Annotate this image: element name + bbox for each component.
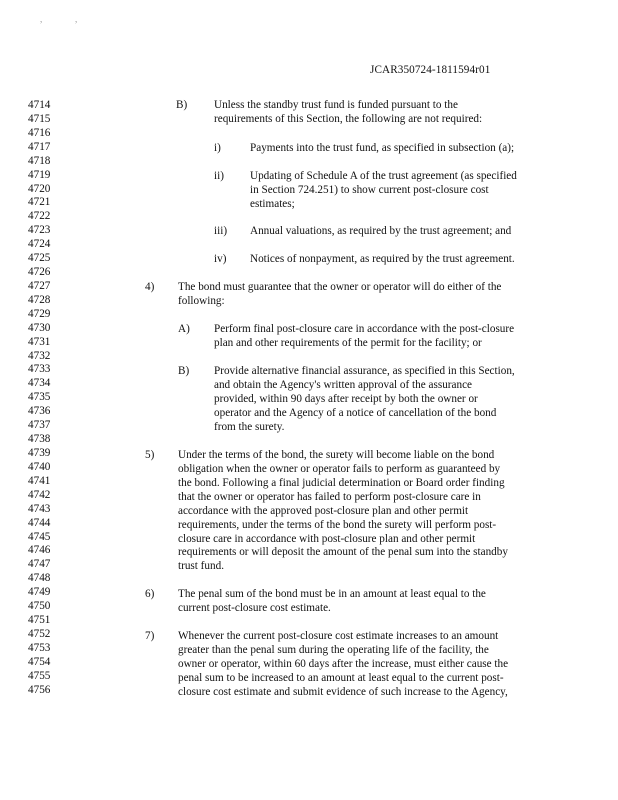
line-number: 4726 (28, 266, 51, 279)
line-number: 4728 (28, 293, 51, 306)
text-line: plan and other requirements of the permit for the facility; or (214, 336, 482, 349)
text-line: The penal sum of the bond must be in an amount at least equal to the (178, 588, 486, 600)
line-number: 4719 (28, 168, 51, 181)
line-number: 4752 (28, 627, 51, 640)
line-number: 4739 (28, 447, 51, 459)
line-number: 4750 (28, 600, 51, 613)
item-label: 4) (145, 281, 155, 293)
item-label: 5) (145, 449, 155, 461)
text-line: and obtain the Agency's written approval of the assurance (214, 378, 473, 391)
item-label: 6) (145, 588, 155, 600)
text-line: owner or operator, within 60 days after the increase, must either cause the (178, 657, 509, 670)
line-number: 4725 (28, 252, 51, 265)
line-number: 4755 (28, 669, 51, 682)
item-label: B) (176, 99, 188, 111)
item-label: ii) (214, 170, 224, 182)
scan-mark: , (75, 14, 78, 24)
text-line: following: (178, 294, 225, 307)
document-id-header: JCAR350724-1811594r01 (370, 64, 491, 76)
line-number: 4743 (28, 502, 51, 515)
text-line: Updating of Schedule A of the trust agreement (as specified (250, 170, 517, 182)
text-line: in Section 724.251) to show current post-closure cost (250, 183, 489, 196)
line-number: 4746 (28, 544, 51, 557)
text-line: penal sum to be increased to an amount at least equal to the current post- (178, 671, 504, 684)
text-line: Payments into the trust fund, as specified in subsection (a); (250, 142, 515, 154)
line-number: 4740 (28, 460, 51, 473)
text-line: requirements or will deposit the amount of the penal sum into the standby (178, 546, 508, 559)
item-label: i) (214, 142, 221, 154)
line-number: 4717 (28, 140, 51, 153)
item-label: A) (178, 323, 190, 335)
line-number: 4723 (28, 224, 51, 237)
line-number: 4727 (28, 279, 51, 292)
line-number: 4735 (28, 391, 51, 404)
line-number: 4751 (28, 614, 51, 627)
line-number: 4756 (28, 683, 51, 696)
text-line: The bond must guarantee that the owner or operator will do either of the (178, 281, 502, 293)
text-line: that the owner or operator has failed to perform post-closure care in (178, 490, 481, 503)
line-number: 4720 (28, 182, 51, 195)
text-line: provided, within 90 days after receipt by both the owner or (214, 392, 478, 405)
line-number: 4738 (28, 433, 51, 446)
item-label: iv) (214, 253, 227, 265)
line-number: 4754 (28, 655, 51, 668)
text-line: current post-closure cost estimate. (178, 601, 331, 614)
line-number: 4741 (28, 474, 51, 487)
text-line: Notices of nonpayment, as required by the trust agreement. (250, 253, 515, 265)
text-line: requirements, under the terms of the bond the surety will perform post- (178, 518, 497, 531)
line-number: 4724 (28, 238, 51, 251)
line-number: 4747 (28, 558, 51, 571)
item-label: 7) (145, 630, 155, 642)
text-line: Annual valuations, as required by the trust agreement; and (250, 225, 512, 237)
text-line: the bond. Following a final judicial determination or Board order finding (178, 476, 505, 489)
item-label: iii) (214, 225, 228, 237)
line-number: 4714 (28, 99, 51, 111)
text-line: obligation when the owner or operator fails to perform as guaranteed by (178, 462, 501, 475)
text-line: estimates; (250, 197, 295, 210)
line-number: 4748 (28, 572, 51, 585)
line-number: 4730 (28, 321, 51, 334)
line-number: 4722 (28, 210, 51, 223)
line-number: 4731 (28, 335, 51, 348)
text-line: greater than the penal sum during the operating life of the facility, the (178, 643, 489, 656)
line-number: 4729 (28, 307, 51, 320)
text-line: Perform final post-closure care in accordance with the post-closure (214, 323, 515, 335)
line-number: 4745 (28, 530, 51, 543)
line-number: 4742 (28, 488, 51, 501)
scan-mark: , (40, 14, 43, 24)
text-line: requirements of this Section, the following are not required: (214, 112, 483, 125)
text-line: Unless the standby trust fund is funded pursuant to the (214, 99, 458, 111)
text-line: from the surety. (214, 420, 285, 433)
text-line: trust fund. (178, 560, 224, 573)
line-number: 4718 (28, 154, 51, 167)
text-line: Provide alternative financial assurance, as specified in this Section, (214, 365, 515, 377)
line-number: 4733 (28, 363, 51, 376)
line-number: 4716 (28, 126, 51, 139)
line-number: 4744 (28, 516, 51, 529)
text-line: closure care in accordance with post-closure plan and other permit (178, 532, 476, 545)
line-number: 4737 (28, 419, 51, 432)
text-line: accordance with the approved post-closure plan and other permit (178, 504, 469, 517)
text-line: operator and the Agency of a notice of cancellation of the bond (214, 406, 497, 419)
line-number: 4721 (28, 196, 51, 209)
line-number: 4753 (28, 641, 51, 654)
text-line: closure cost estimate and submit evidence of such increase to the Agency, (178, 685, 508, 698)
line-number: 4749 (28, 586, 51, 599)
text-line: Under the terms of the bond, the surety will become liable on the bond (178, 449, 495, 461)
line-number: 4715 (28, 112, 51, 125)
text-line: Whenever the current post-closure cost estimate increases to an amount (178, 630, 499, 642)
line-number: 4734 (28, 377, 51, 390)
line-number: 4732 (28, 349, 51, 362)
line-number: 4736 (28, 405, 51, 418)
item-label: B) (178, 365, 190, 377)
